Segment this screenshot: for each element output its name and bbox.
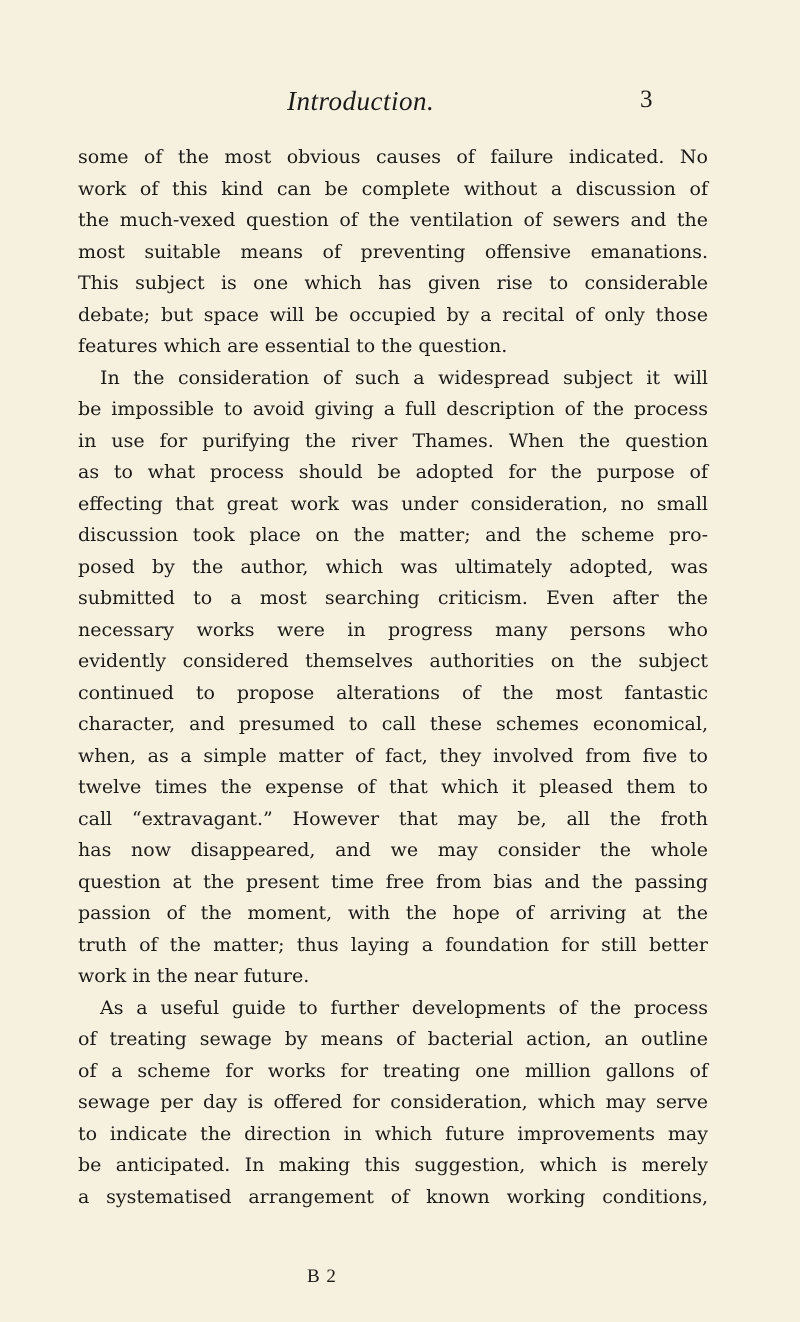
signature-mark: B 2 — [307, 1266, 337, 1287]
text-line: the much-vexed question of the ventilation of sewers and the — [78, 209, 708, 231]
text-line: a systematised arrangement of known working conditions, — [78, 1185, 708, 1208]
text-line: character, and presumed to call these schemes economical, — [78, 713, 708, 735]
text-line: when, as a simple matter of fact, they involved from five to — [78, 744, 708, 767]
text-line: features which are essential to the question. — [78, 335, 508, 357]
body-text — [78, 142, 708, 1213]
text-line: continued to propose alterations of the most fantastic — [78, 681, 708, 704]
text-line: truth of the matter; thus laying a foundation for still better — [78, 933, 708, 956]
text-line: evidently considered themselves authorities on the subject — [78, 650, 708, 672]
running-header — [0, 86, 800, 126]
text-line: has now disappeared, and we may consider the whole — [78, 839, 708, 861]
text-line: submitted to a most searching criticism. Even after the — [78, 587, 708, 609]
text-line: call “extravagant.” However that may be, all the froth — [78, 807, 708, 830]
text-line: work in the near future. — [78, 965, 310, 987]
text-line: be anticipated. In making this suggestion, which is merely — [78, 1154, 708, 1176]
text-line: some of the most obvious causes of failure indicated. No — [78, 146, 708, 168]
text-line: as to what process should be adopted for the purpose of — [78, 461, 708, 483]
text-line: discussion took place on the matter; and the scheme pro- — [78, 524, 708, 546]
text-line: debate; but space will be occupied by a recital of only those — [78, 303, 708, 326]
text-line: to indicate the direction in which future improvements may — [78, 1122, 708, 1145]
text-line: twelve times the expense of that which it pleased them to — [78, 776, 708, 798]
text-line: necessary works were in progress many persons who — [78, 618, 708, 641]
text-line: effecting that great work was under consideration, no small — [78, 492, 708, 515]
text-line: in use for purifying the river Thames. When the question — [78, 429, 708, 452]
text-line: work of this kind can be complete without a discussion of — [78, 177, 708, 200]
text-line: posed by the author, which was ultimately adopted, was — [78, 555, 708, 578]
text-line: passion of the moment, with the hope of arriving at the — [78, 902, 708, 924]
text-line: most suitable means of preventing offensive emanations. — [78, 240, 708, 263]
text-line: question at the present time free from bias and the passing — [78, 870, 708, 893]
text-line: be impossible to avoid giving a full description of the process — [78, 398, 708, 420]
running-title: Introduction. — [287, 86, 435, 116]
text-line: sewage per day is offered for consideration, which may serve — [78, 1091, 708, 1113]
text-line: As a useful guide to further developments of the process — [100, 996, 708, 1019]
text-line: of a scheme for works for treating one million gallons of — [78, 1059, 708, 1082]
text-line: This subject is one which has given rise to considerable — [78, 272, 708, 294]
page-number: 3 — [640, 86, 653, 113]
text-line: of treating sewage by means of bacterial action, an outline — [78, 1028, 708, 1050]
text-line: In the consideration of such a widespread subject it will — [100, 366, 708, 389]
